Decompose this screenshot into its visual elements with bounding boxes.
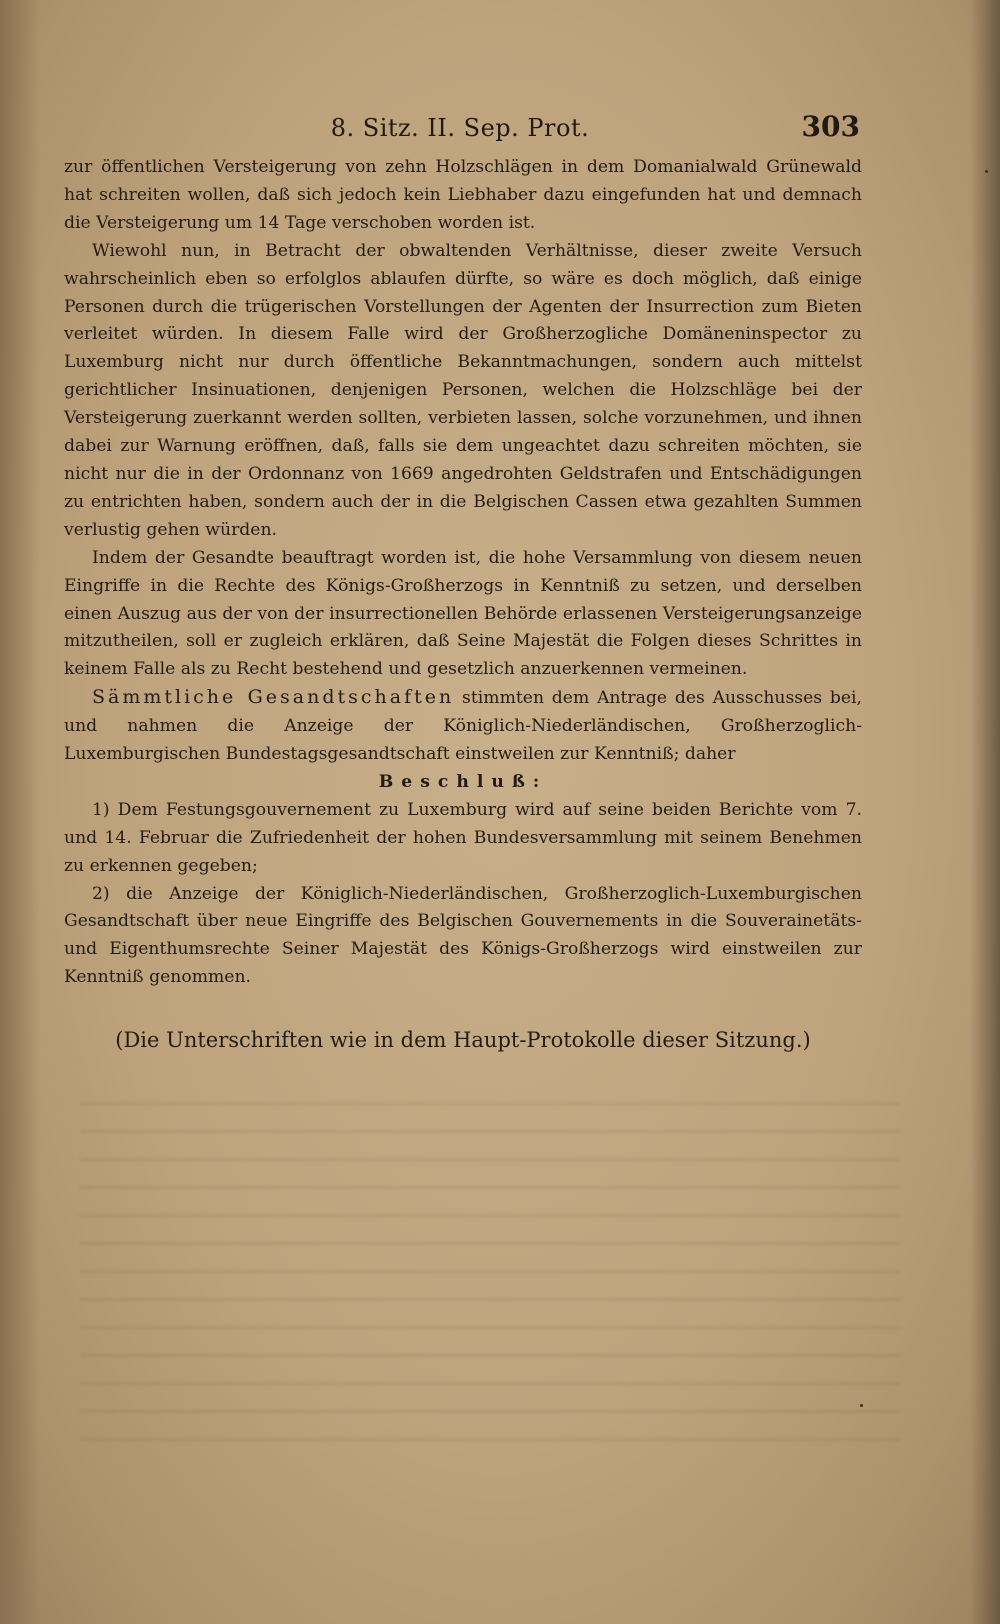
paper-speck [860, 1404, 863, 1407]
page-edge-shadow-left [0, 0, 40, 1624]
running-header [60, 110, 860, 150]
paragraph-1: zur öffentlichen Versteigerung von zehn Holzschlägen in dem Domanialwald Grünewald hat schreiten wollen, daß sich jedoch kein Liebhaber dazu eingefunden hat und demnach die Versteigerung um 14 Tage verschoben worden ist. [64, 157, 862, 233]
paragraph-4-lead: Sämmtliche Gesandtschaften [92, 686, 455, 709]
paragraph-4-rest: stimmten dem Antrage des Ausschusses bei, und nahmen die Anzeige der Königlich-Niederländischen, Großherzoglich-Luxemburgischen Bundestagsgesandtschaft einstweilen zur Kenntniß; daher [64, 688, 862, 765]
page-edge-shadow-right [970, 0, 1000, 1624]
header-title: 8. Sitz. II. Sep. Prot. [330, 114, 590, 142]
body-text [64, 154, 862, 992]
signatures-note: (Die Unterschriften wie in dem Haupt-Protokolle dieser Sitzung.) [115, 1028, 811, 1052]
resolution-item-1: 1) Dem Festungsgouvernement zu Luxemburg wird auf seine beiden Berichte vom 7. und 14. Februar die Zufriedenheit der hohen Bundesversammlung mit seinem Benehmen zu erkennen gegeben; [64, 799, 862, 876]
resolution-item-2: 2) die Anzeige der Königlich-Niederländischen, Großherzoglich-Luxemburgischen Gesandtschaft über neue Eingriffe des Belgischen Gouvernements in die Souverainetäts- und Eigenthumsrechte Seiner Majestät des Königs-Großherzogs wird einstweilen zur Kenntniß genommen. [64, 883, 862, 988]
paper-speck [985, 170, 988, 173]
show-through-bleed [80, 1080, 900, 1460]
resolution-heading: Beschluß: [378, 771, 548, 792]
paragraph-2: Wiewohl nun, in Betracht der obwaltenden Verhältnisse, dieser zweite Versuch wahrscheinlich eben so erfolglos ablaufen dürfte, so wäre es doch möglich, daß einige Personen durch die trügerischen Vorstellungen der Agenten der Insurrection zum Bieten verleitet würden. In diesem Falle wird der Großherzogliche Domäneninspector zu Luxemburg nicht nur durch öffentliche Bekanntmachungen, sondern auch mittelst gerichtlicher Insinuationen, denjenigen Personen, welchen die Holzschläge bei der Versteigerung zuerkannt werden sollten, verbieten lassen, solche vorzunehmen, und ihnen dabei zur Warnung eröffnen, daß, falls sie dem ungeachtet dazu schreiten möchten, sie nicht nur die in der Ordonnanz von 1669 angedrohten Geldstrafen und Entschädigungen zu entrichten haben, sondern auch der in die Belgischen Cassen etwa gezahlten Summen verlustig gehen würden. [64, 240, 862, 540]
paragraph-3: Indem der Gesandte beauftragt worden ist, die hohe Versammlung von diesem neuen Eingriffe in die Rechte des Königs-Großherzogs in Kenntniß zu setzen, und derselben einen Auszug aus der von der insurrectionellen Behörde erlassenen Versteigerungsanzeige mitzutheilen, soll er zugleich erklären, daß Seine Majestät die Folgen dieses Schrittes in keinem Falle als zu Recht bestehend und gesetzlich anzuerkennen vermeinen. [64, 547, 862, 680]
page-number: 303 [801, 110, 860, 143]
paragraph-4 [64, 684, 862, 769]
